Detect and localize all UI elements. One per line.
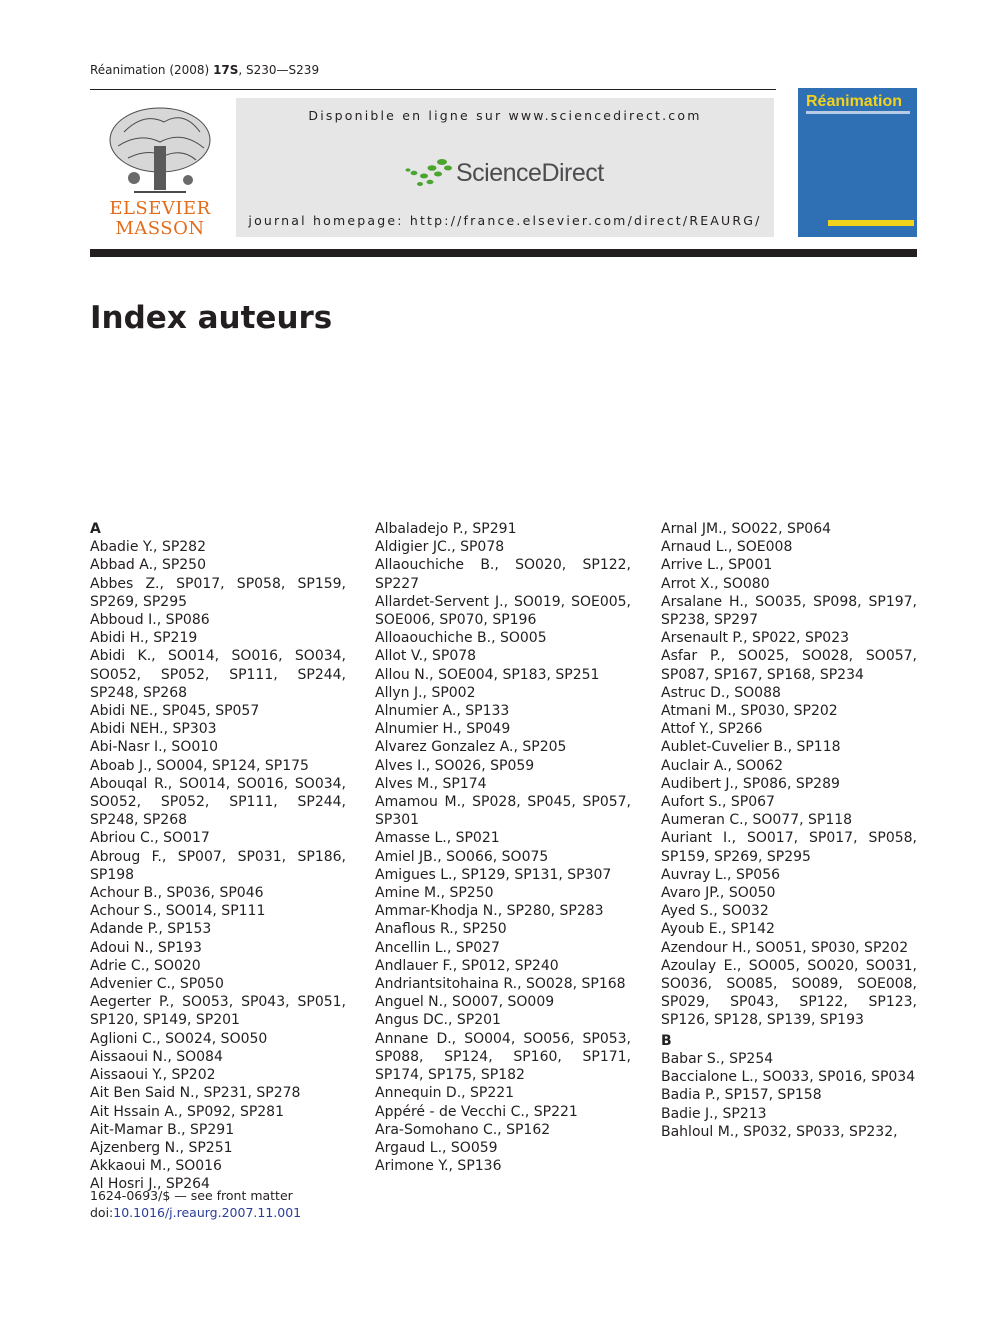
citation-line — [90, 63, 319, 77]
author-entry: Advenier C., SP050 — [90, 976, 224, 993]
author-entry: Arrot X., SO080 — [661, 575, 770, 592]
author-entry: Abi-Nasr I., SO010 — [90, 739, 219, 756]
author-entry: Abouqal R., SO014, SO016, SO034, SO052, SP052, SP111, SP244, SP248, SP268 — [90, 775, 346, 829]
author-entry: Andlauer F., SP012, SP240 — [375, 957, 559, 974]
author-entry: Alnumier A., SP133 — [375, 703, 510, 720]
author-entry: Aissaoui N., SO084 — [90, 1048, 223, 1065]
author-entry: Alves M., SP174 — [375, 775, 487, 792]
header-thick-rule — [90, 249, 917, 257]
index-column-1 — [90, 520, 346, 1194]
author-entry: Arnal JM., SO022, SP064 — [661, 521, 832, 537]
available-online[interactable]: Disponible en ligne sur www.sciencedirect.com — [308, 108, 702, 123]
author-entry: Allyn J., SP002 — [375, 684, 476, 701]
author-entry: Arsalane H., SO035, SP098, SP197, SP238, SP297 — [661, 593, 917, 629]
author-entry: Aumeran C., SO077, SP118 — [661, 812, 853, 829]
author-entry: Akkaoui M., SO016 — [90, 1158, 222, 1175]
author-entry: Annane D., SO004, SO056, SP053, SP088, SP124, SP160, SP171, SP174, SP175, SP182 — [375, 1030, 631, 1084]
author-entry: Azoulay E., SO005, SO020, SO031, SO036, SO085, SO089, SOE008, SP029, SP043, SP122, SP123, SP126, SP128, SP139, SP193 — [661, 957, 917, 1029]
logo-elsevier: ELSEVIER — [109, 198, 211, 219]
author-entry: Abidi NEH., SP303 — [90, 721, 217, 738]
footer-doi — [90, 1204, 301, 1221]
cover-subtitle-bar — [806, 111, 910, 114]
author-entry: Alvarez Gonzalez A., SP205 — [375, 739, 567, 756]
author-entry: Asfar P., SO025, SO028, SO057, SP087, SP167, SP168, SP234 — [661, 648, 917, 683]
author-entry: Al Hosri J., SP264 — [90, 1176, 210, 1193]
author-entry: Aublet-Cuvelier B., SP118 — [661, 739, 841, 756]
sciencedirect-logo[interactable] — [404, 156, 614, 198]
citation-volume: 17S — [213, 63, 239, 77]
author-entry: Badie J., SP213 — [661, 1105, 767, 1122]
author-entry: Allou N., SOE004, SP183, SP251 — [375, 666, 600, 683]
author-entry: Bahloul M., SP032, SP033, SP232, — [661, 1123, 898, 1140]
citation-journal: Réanimation (2008) — [90, 63, 210, 77]
index-letter-heading: A — [90, 521, 101, 537]
author-entry: Aegerter P., SO053, SP043, SP051, SP120, SP149, SP201 — [90, 994, 346, 1029]
author-entry: Allaouchiche B., SO020, SP122, SP227 — [375, 557, 631, 592]
tree-icon — [104, 102, 216, 202]
author-entry: Ara-Somohano C., SP162 — [375, 1121, 551, 1138]
author-entry: Arimone Y., SP136 — [375, 1158, 502, 1175]
journal-banner — [236, 98, 774, 237]
doi-link[interactable]: 10.1016/j.reaurg.2007.11.001 — [113, 1205, 302, 1220]
sciencedirect-wordmark: ScienceDirect — [456, 159, 604, 187]
author-entry: Ait Hssain A., SP092, SP281 — [90, 1103, 284, 1120]
doi-label: doi: — [90, 1205, 114, 1220]
author-entry: Aufort S., SP067 — [661, 794, 775, 811]
author-entry: Ammar-Khodja N., SP280, SP283 — [375, 903, 604, 920]
author-entry: Atmani M., SP030, SP202 — [661, 703, 838, 720]
sciencedirect-dots-icon — [404, 156, 454, 192]
author-entry: Avaro JP., SO050 — [661, 885, 776, 902]
author-entry: Aboab J., SO004, SP124, SP175 — [90, 757, 309, 774]
author-entry: Ajzenberg N., SP251 — [90, 1139, 233, 1156]
footer — [90, 1187, 301, 1221]
author-entry: Babar S., SP254 — [661, 1050, 774, 1067]
author-entry: Allardet-Servent J., SO019, SOE005, SOE006, SP070, SP196 — [375, 593, 631, 629]
author-entry: Angus DC., SP201 — [375, 1012, 501, 1029]
author-entry: Amamou M., SP028, SP045, SP057, SP301 — [375, 794, 631, 829]
author-entry: Adrie C., SO020 — [90, 957, 201, 974]
author-entry: Anaflous R., SP250 — [375, 921, 507, 938]
author-entry: Ancellin L., SP027 — [375, 939, 500, 956]
author-entry: Annequin D., SP221 — [375, 1085, 515, 1102]
author-entry: Abbad A., SP250 — [90, 557, 206, 574]
author-entry: Auvray L., SP056 — [661, 866, 781, 883]
author-entry: Abriou C., SO017 — [90, 830, 210, 847]
footer-issn: 1624-0693/$ — see front matter — [90, 1188, 293, 1203]
author-entry: Andriantsitohaina R., SO028, SP168 — [375, 976, 626, 993]
author-entry: Adande P., SP153 — [90, 921, 212, 938]
author-entry: Abidi H., SP219 — [90, 630, 198, 647]
author-entry: Ait-Mamar B., SP291 — [90, 1121, 235, 1138]
journal-cover — [798, 88, 917, 237]
author-entry: Audibert J., SP086, SP289 — [661, 775, 840, 792]
author-entry: Aissaoui Y., SP202 — [90, 1067, 216, 1084]
index-letter-heading: B — [661, 1032, 672, 1049]
header-rule — [90, 89, 776, 90]
author-entry: Arrive L., SP001 — [661, 557, 773, 574]
author-entry: Auriant I., SO017, SP017, SP058, SP159, SP269, SP295 — [661, 830, 917, 865]
author-entry: Appéré - de Vecchi C., SP221 — [375, 1103, 578, 1120]
page-title: Index auteurs — [90, 300, 333, 336]
logo-masson: MASSON — [115, 218, 205, 239]
cover-title: Réanimation — [806, 93, 903, 110]
author-entry: Allot V., SP078 — [375, 648, 477, 665]
author-entry: Abidi NE., SP045, SP057 — [90, 703, 260, 720]
journal-homepage[interactable]: journal homepage: http://france.elsevier.com/direct/REAURG/ — [248, 213, 762, 228]
author-entry: Badia P., SP157, SP158 — [661, 1087, 822, 1104]
author-entry: Abbes Z., SP017, SP058, SP159, SP269, SP295 — [90, 575, 346, 610]
author-entry: Ayoub E., SP142 — [661, 921, 775, 938]
author-entry: Amasse L., SP021 — [375, 830, 500, 847]
author-entry: Azendour H., SO051, SP030, SP202 — [661, 939, 909, 956]
author-entry: Abroug F., SP007, SP031, SP186, SP198 — [90, 848, 346, 883]
index-column-2 — [375, 520, 631, 1175]
author-entry: Albaladejo P., SP291 — [375, 521, 517, 537]
author-entry: Aglioni C., SO024, SO050 — [90, 1030, 268, 1047]
author-entry: Alloaouchiche B., SO005 — [375, 630, 547, 647]
author-entry: Aldigier JC., SP078 — [375, 539, 505, 556]
elsevier-masson-logo — [104, 102, 216, 238]
author-entry: Amine M., SP250 — [375, 885, 494, 902]
author-entry: Alnumier H., SP049 — [375, 721, 511, 738]
author-entry: Arsenault P., SP022, SP023 — [661, 630, 850, 647]
author-entry: Attof Y., SP266 — [661, 721, 763, 738]
author-entry: Arnaud L., SOE008 — [661, 539, 793, 556]
author-entry: Abidi K., SO014, SO016, SO034, SO052, SP052, SP111, SP244, SP248, SP268 — [90, 648, 346, 701]
citation-pages: , S230—S239 — [238, 63, 320, 77]
author-entry: Adoui N., SP193 — [90, 939, 202, 956]
author-entry: Abadie Y., SP282 — [90, 539, 206, 556]
index-column-3 — [661, 520, 917, 1141]
author-entry: Astruc D., SO088 — [661, 684, 781, 701]
author-entry: Anguel N., SO007, SO009 — [375, 994, 555, 1011]
author-entry: Baccialone L., SO033, SP016, SP034 — [661, 1069, 916, 1086]
author-entry: Ait Ben Said N., SP231, SP278 — [90, 1085, 301, 1102]
author-entry: Achour B., SP036, SP046 — [90, 885, 264, 902]
author-entry: Amigues L., SP129, SP131, SP307 — [375, 866, 612, 883]
author-entry: Abboud I., SP086 — [90, 612, 210, 629]
cover-yellow-bar — [828, 220, 914, 226]
author-entry: Auclair A., SO062 — [661, 757, 784, 774]
author-entry: Alves I., SO026, SP059 — [375, 757, 535, 774]
author-entry: Achour S., SO014, SP111 — [90, 903, 266, 920]
author-entry: Ayed S., SO032 — [661, 903, 769, 920]
author-entry: Argaud L., SO059 — [375, 1139, 498, 1156]
author-entry: Amiel JB., SO066, SO075 — [375, 848, 549, 865]
